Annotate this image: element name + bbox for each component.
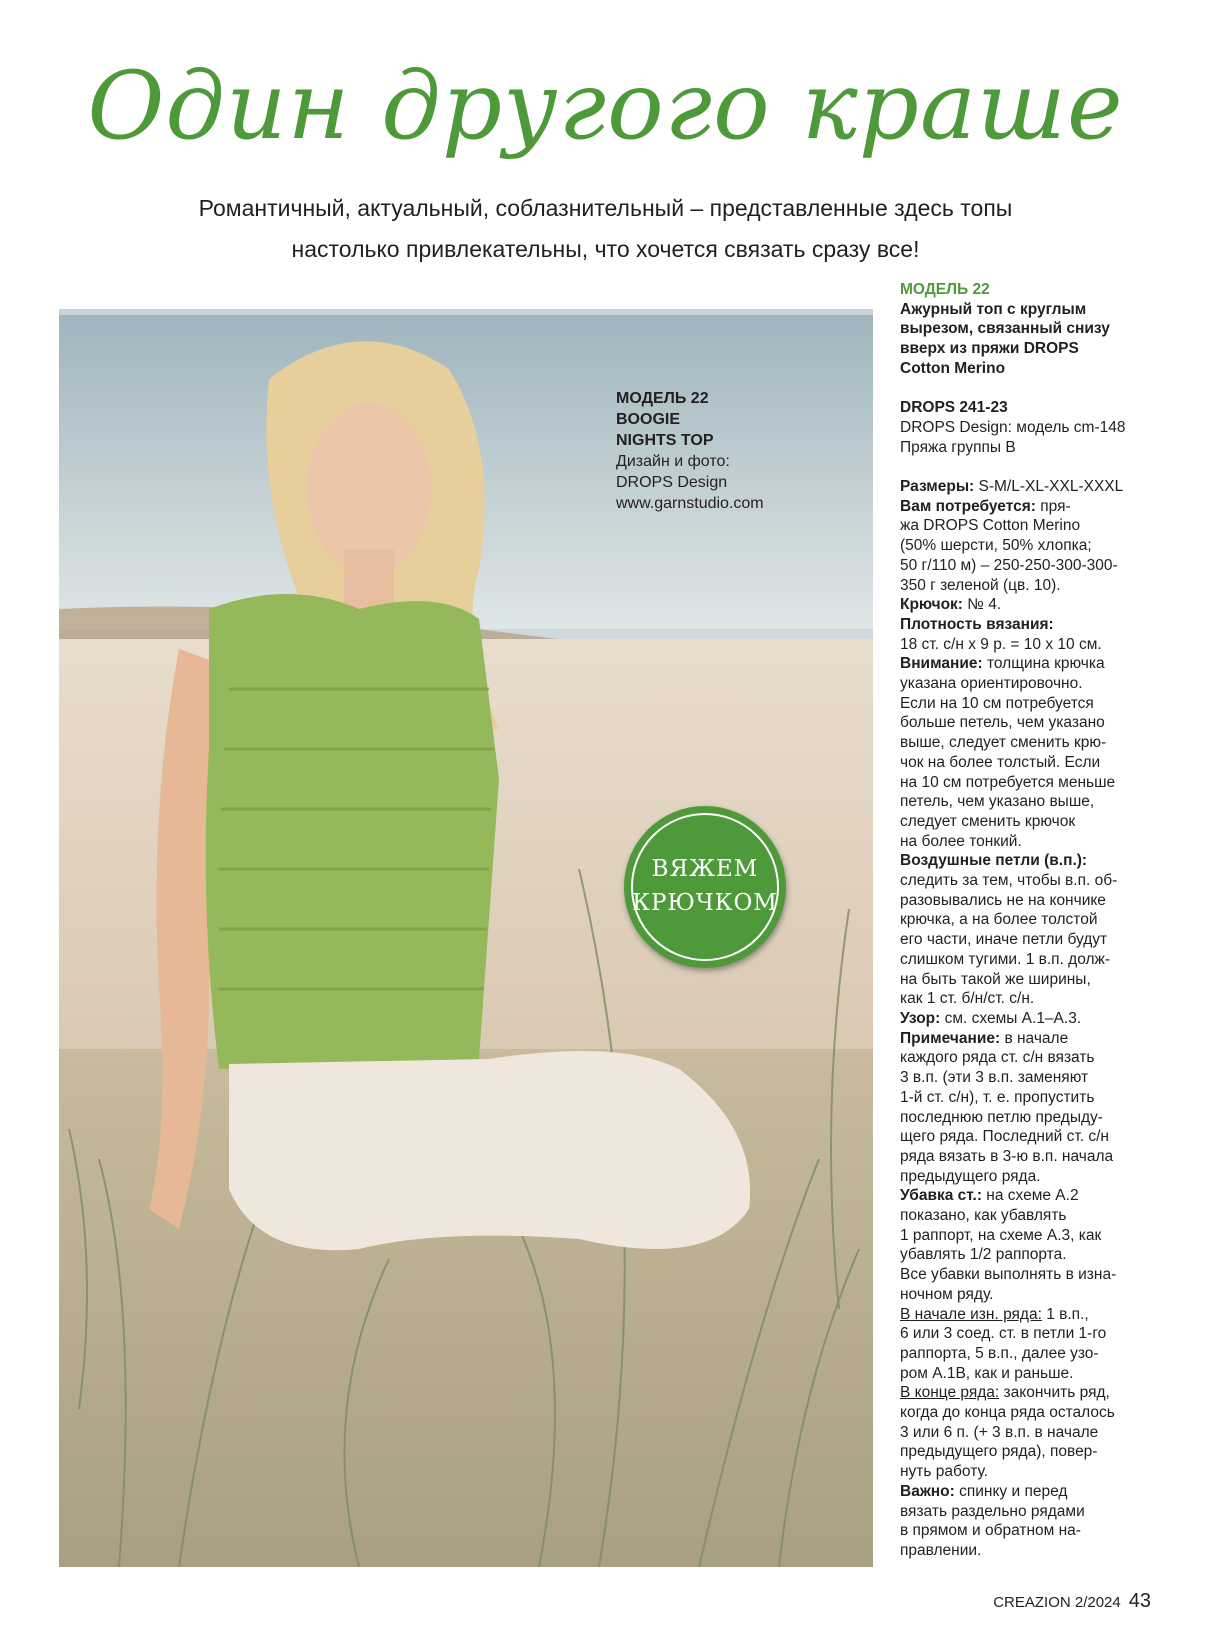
crochet-badge — [624, 806, 786, 968]
gauge-value: 18 ст. с/н х 9 р. = 10 х 10 см. — [900, 635, 1102, 653]
note: Примечание: в начале — [900, 1029, 1069, 1047]
row-end-line: 3 или 6 п. (+ 3 в.п. в начале — [900, 1423, 1099, 1441]
note-line: 3 в.п. (эти 3 в.п. заменяют — [900, 1069, 1089, 1087]
materials: Вам потребуется: пря- — [900, 497, 1071, 515]
chain-line: как 1 ст. б/н/ст. с/н. — [900, 990, 1035, 1008]
materials-line: (50% шерсти, 50% хлопка; — [900, 537, 1092, 555]
decrease-line: показано, как убавлять — [900, 1207, 1067, 1225]
model-heading: вырезом, связанный снизу — [900, 320, 1110, 338]
model-label: МОДЕЛЬ 22 — [900, 281, 990, 298]
sizes: Размеры: S-M/L-XL-XXL-XXXL — [900, 478, 1124, 495]
gauge-label: Плотность вязания: — [900, 615, 1054, 633]
materials-line: 50 г/110 м) – 250-250-300-300- — [900, 556, 1118, 574]
photo-caption — [616, 388, 846, 514]
attention-line: петель, чем указано выше, — [900, 793, 1095, 811]
attention-line: больше петель, чем указано — [900, 714, 1105, 732]
note-line: 1-й ст. с/н), т. е. пропустить — [900, 1088, 1095, 1106]
chain-label: Воздушные петли (в.п.): — [900, 852, 1088, 870]
attention: Внимание: толщина крючка — [900, 655, 1105, 673]
attention-line: указана ориентировочно. — [900, 675, 1083, 693]
page-title: Один другого краше — [87, 52, 1124, 161]
page-number: 43 — [1128, 1590, 1151, 1612]
subtitle-line: настолько привлекательны, что хочется связать сразу все! — [291, 236, 920, 262]
attention-line: чок на более толстый. Если — [900, 753, 1101, 771]
model-heading: вверх из пряжи DROPS — [900, 340, 1079, 358]
chain-line: следить за тем, чтобы в.п. об- — [900, 872, 1118, 890]
model-heading: Ажурный топ с круглым — [900, 300, 1087, 318]
page-footer — [993, 1590, 1151, 1613]
decrease-line: Все убавки выполнять в изна- — [900, 1266, 1117, 1284]
important-line: вязать раздельно рядами — [900, 1502, 1085, 1520]
row-start-line: ром А.1В, как и раньше. — [900, 1364, 1074, 1382]
attention-line: на более тонкий. — [900, 832, 1022, 850]
attention-line: выше, следует сменить крю- — [900, 734, 1107, 752]
decrease-line: ночном ряду. — [900, 1285, 994, 1303]
badge-line: КРЮЧКОМ — [632, 890, 778, 916]
row-start-line: 6 или 3 соед. ст. в петли 1-го — [900, 1325, 1107, 1343]
design-line: DROPS Design: модель cm-148 — [900, 418, 1126, 436]
chain-line: его части, иначе петли будут — [900, 931, 1108, 949]
attention-line: на 10 см потребуется меньше — [900, 773, 1116, 791]
row-end-line: нуть работу. — [900, 1463, 988, 1481]
chain-line: слишком тугими. 1 в.п. долж- — [900, 950, 1111, 968]
pattern: Узор: см. схемы А.1–А.3. — [900, 1009, 1082, 1027]
subtitle — [120, 188, 1091, 270]
caption-url: www.garnstudio.com — [616, 495, 764, 512]
caption-name: NIGHTS TOP — [616, 432, 714, 449]
chain-line: разовывались не на кончике — [900, 891, 1106, 909]
magazine-issue: CREAZION 2/2024 — [993, 1594, 1121, 1611]
materials-line: 350 г зеленой (цв. 10). — [900, 576, 1061, 594]
attention-line: Если на 10 см потребуется — [900, 694, 1094, 712]
chain-line: крючка, а на более толстой — [900, 911, 1098, 929]
chain-line: на быть такой же ширины, — [900, 970, 1091, 988]
row-end-line: когда до конца ряда осталось — [900, 1404, 1115, 1422]
row-end-line: предыдущего ряда), повер- — [900, 1443, 1098, 1461]
important-line: в прямом и обратном на- — [900, 1522, 1081, 1540]
badge-line: ВЯЖЕМ — [651, 856, 759, 882]
caption-credit: Дизайн и фото: — [616, 453, 730, 470]
note-line: предыдущего ряда. — [900, 1167, 1041, 1185]
important: Важно: спинку и перед — [900, 1482, 1068, 1500]
note-line: ряда вязать в 3-ю в.п. начала — [900, 1147, 1114, 1165]
note-line: щего ряда. Последний ст. с/н — [900, 1128, 1109, 1146]
note-line: каждого ряда ст. с/н вязать — [900, 1049, 1095, 1067]
important-line: правлении. — [900, 1541, 982, 1559]
model-code: DROPS 241-23 — [900, 399, 1008, 417]
row-end: В конце ряда: закончить ряд, — [900, 1384, 1110, 1402]
row-start-line: раппорта, 5 в.п., далее узо- — [900, 1344, 1099, 1362]
model-heading: Cotton Merino — [900, 359, 1006, 377]
decrease: Убавка ст.: на схеме А.2 — [900, 1187, 1079, 1205]
attention-line: следует сменить крючок — [900, 812, 1076, 830]
badge-ring — [631, 813, 779, 961]
caption-model: МОДЕЛЬ 22 — [616, 390, 709, 407]
yarn-group: Пряжа группы B — [900, 438, 1016, 456]
caption-credit: DROPS Design — [616, 474, 728, 491]
caption-name: BOOGIE — [616, 411, 681, 428]
row-start: В начале изн. ряда: 1 в.п., — [900, 1305, 1089, 1323]
subtitle-line: Романтичный, актуальный, соблазнительный – представленные здесь топы — [198, 195, 1013, 221]
decrease-line: убавлять 1/2 раппорта. — [900, 1246, 1067, 1264]
hook: Крючок: № 4. — [900, 596, 1002, 614]
decrease-line: 1 раппорт, на схеме А.3, как — [900, 1226, 1102, 1244]
materials-line: жа DROPS Cotton Merino — [900, 517, 1081, 535]
note-line: последнюю петлю предыду- — [900, 1108, 1103, 1126]
instructions-column — [900, 280, 1170, 1561]
